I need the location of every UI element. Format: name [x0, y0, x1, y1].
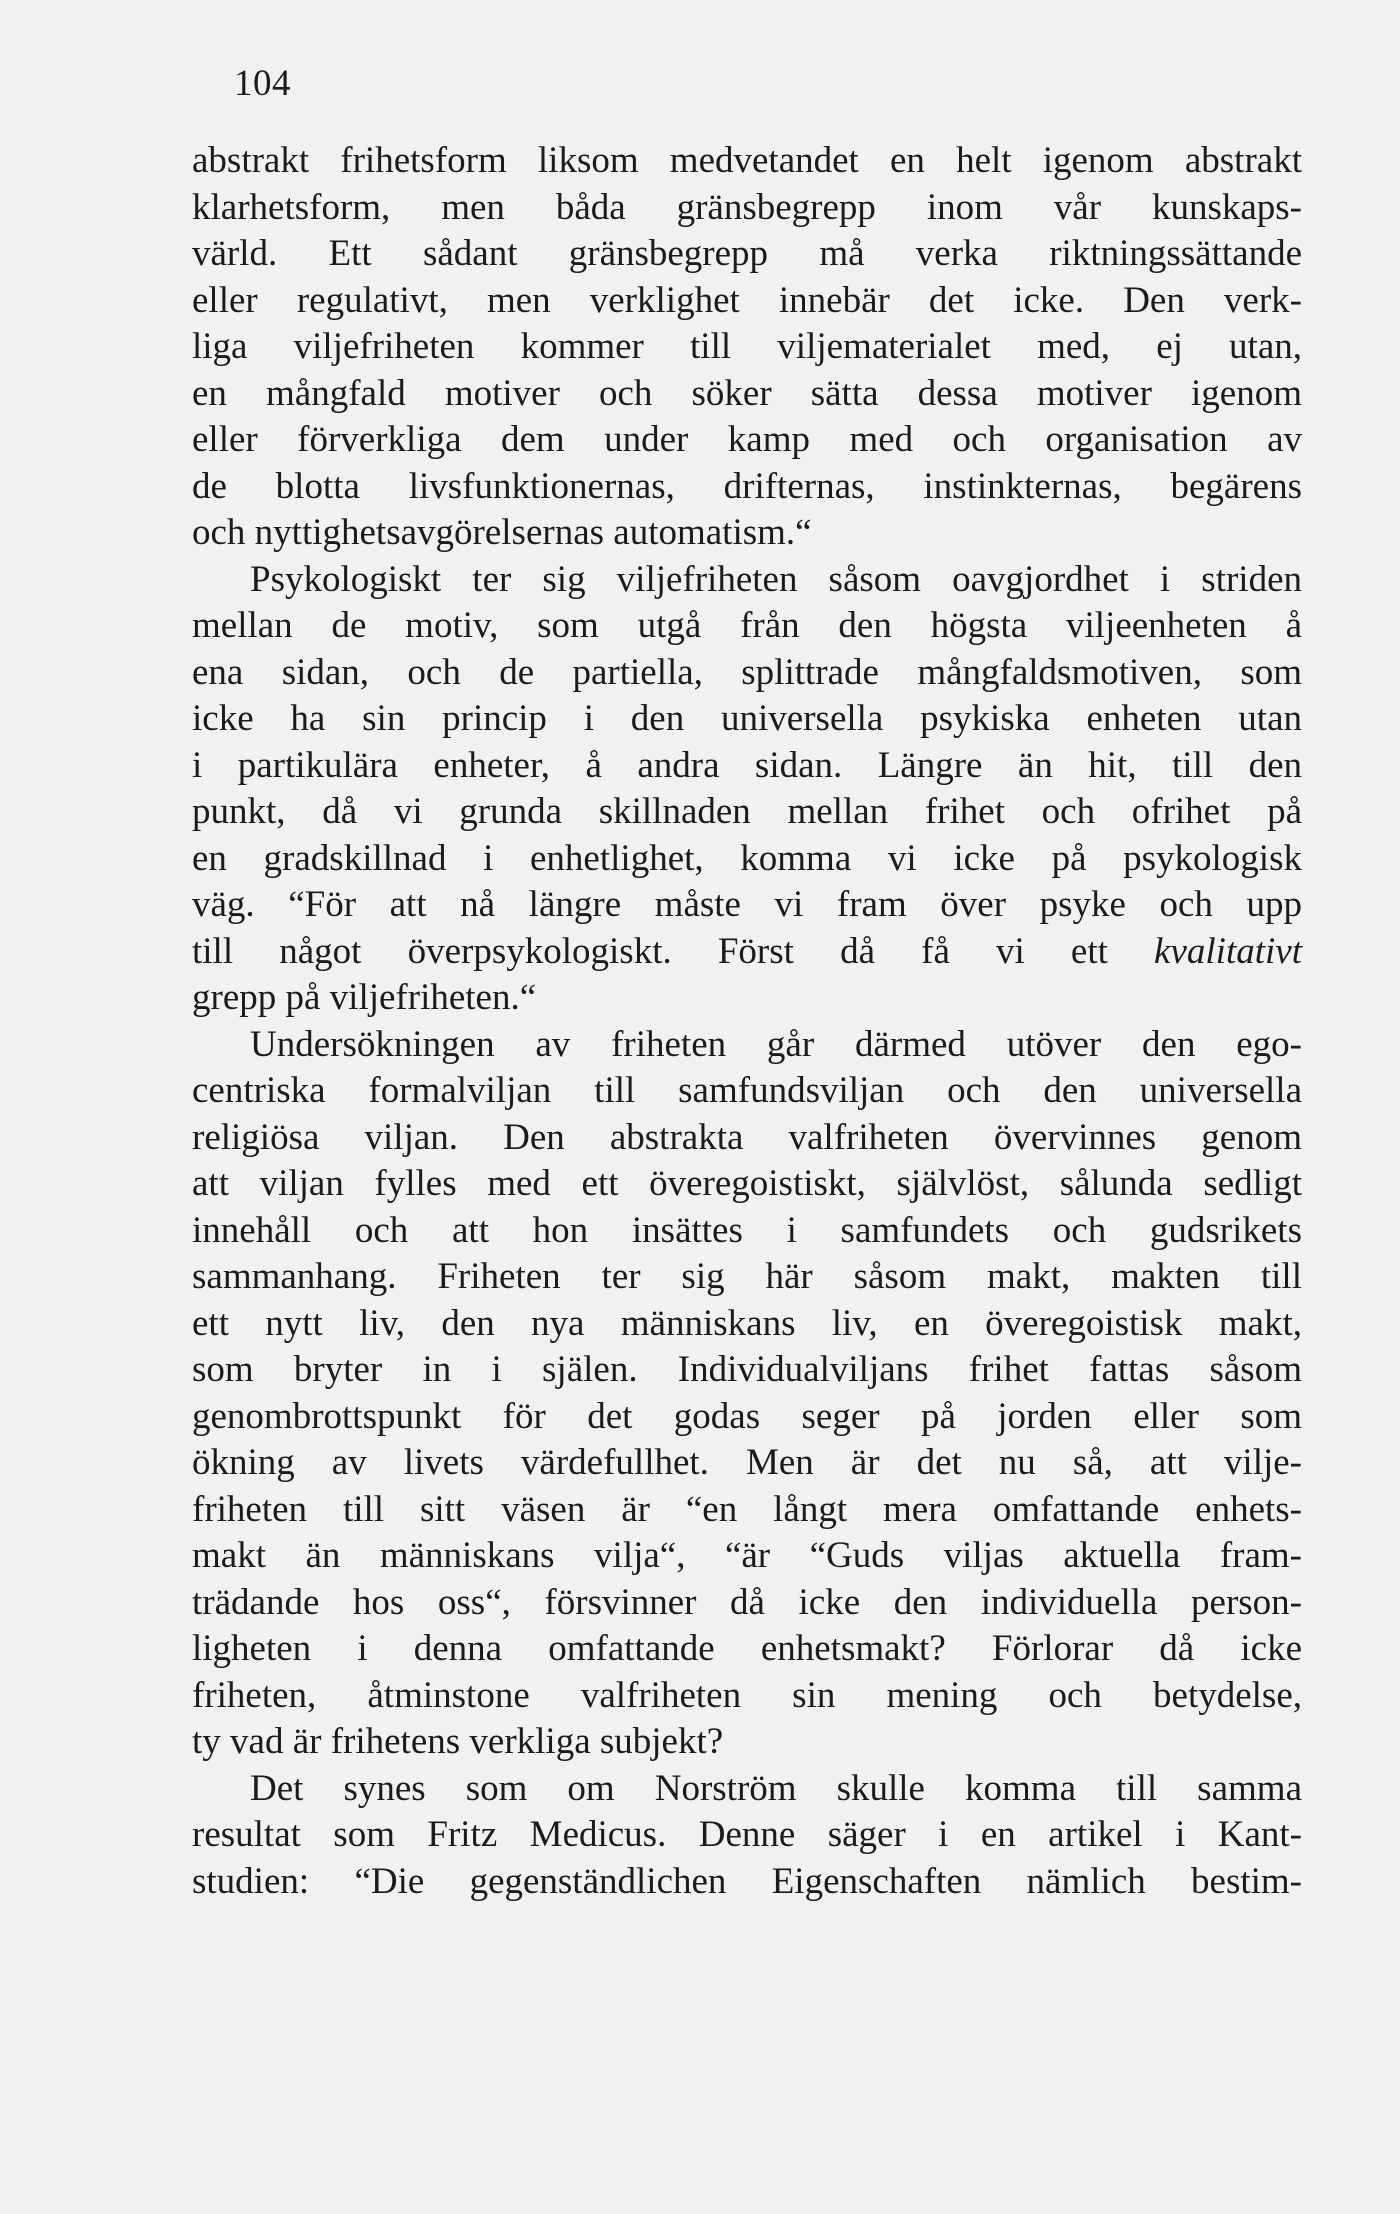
text-line-part: till något överpsykologiskt. Först då få vi ett: [192, 930, 1155, 972]
text-line: makt än människans vilja“, “är “Guds viljas aktuella fram-: [192, 1535, 1302, 1576]
text-line: eller regulativt, men verklighet innebär det icke. Den verk-: [192, 279, 1302, 321]
text-line: mellan de motiv, som utgå från den högsta viljeenheten å: [192, 605, 1302, 646]
text-line: liga viljefriheten kommer till viljematerialet med, ej utan,: [192, 326, 1302, 367]
text-line: centriska formalviljan till samfundsviljan och den universella: [192, 1070, 1302, 1111]
text-line: eller förverkliga dem under kamp med och organisation av: [192, 419, 1302, 460]
text-line: punkt, då vi grunda skillnaden mellan frihet och ofrihet på: [192, 791, 1302, 832]
text-line: studien: “Die gegenständlichen Eigenschaften nämlich bestim-: [192, 1860, 1302, 1902]
text-line: abstrakt frihetsform liksom medvetandet en helt igenom abstrakt: [192, 140, 1302, 181]
paragraph-start-line: Undersökningen av friheten går därmed utöver den ego-: [250, 1023, 1302, 1065]
paragraph-start-line: Psykologiskt ter sig viljefriheten såsom oavgjordhet i striden: [250, 558, 1302, 600]
text-line: ökning av livets värdefullhet. Men är det nu så, att vilje-: [192, 1442, 1302, 1483]
text-line: en gradskillnad i enhetlighet, komma vi icke på psykologisk: [192, 837, 1302, 879]
paragraph-start-line: Det synes som om Norström skulle komma till samma: [250, 1767, 1302, 1809]
text-line: friheten till sitt väsen är “en långt mera omfattande enhets-: [192, 1488, 1302, 1530]
text-line: och nyttighetsavgörelsernas automatism.“: [192, 512, 812, 553]
text-line: icke ha sin princip i den universella psykiska enheten utan: [192, 698, 1302, 739]
text-line: en mångfald motiver och söker sätta dessa motiver igenom: [192, 372, 1302, 414]
text-line: resultat som Fritz Medicus. Denne säger i en artikel i Kant-: [192, 1814, 1302, 1855]
page-number: 104: [234, 63, 291, 104]
text-line: friheten, åtminstone valfriheten sin mening och betydelse,: [192, 1674, 1302, 1716]
text-line: religiösa viljan. Den abstrakta valfriheten övervinnes genom: [192, 1116, 1302, 1158]
text-line: genombrottspunkt för det godas seger på jorden eller som: [192, 1395, 1302, 1437]
text-line: väg. “För att nå längre måste vi fram över psyke och upp: [192, 884, 1302, 925]
text-line: ett nytt liv, den nya människans liv, en överegoistisk makt,: [192, 1302, 1302, 1344]
text-line: grepp på viljefriheten.“: [192, 977, 537, 1018]
text-line: värld. Ett sådant gränsbegrepp må verka riktningssättande: [192, 233, 1302, 274]
text-line: ena sidan, och de partiella, splittrade mångfaldsmotiven, som: [192, 651, 1302, 693]
text-line: ligheten i denna omfattande enhetsmakt? Förlorar då icke: [192, 1628, 1302, 1669]
text-line: som bryter in i själen. Individualviljans frihet fattas såsom: [192, 1349, 1302, 1390]
text-line: i partikulära enheter, å andra sidan. Längre än hit, till den: [192, 744, 1302, 786]
text-line: innehåll och att hon insättes i samfundets och gudsrikets: [192, 1209, 1302, 1251]
text-line: de blotta livsfunktionernas, drifternas, instinkternas, begärens: [192, 465, 1302, 507]
text-line: att viljan fylles med ett överegoistiskt, självlöst, sålunda sedligt: [192, 1163, 1302, 1204]
text-line: sammanhang. Friheten ter sig här såsom makt, makten till: [192, 1256, 1302, 1297]
text-line-with-italic: [192, 929, 1302, 976]
italic-word: kvalitativt: [1154, 930, 1302, 972]
body-text: [192, 138, 1302, 1905]
text-line: ty vad är frihetens verkliga subjekt?: [192, 1721, 724, 1762]
text-line: trädande hos oss“, försvinner då icke den individuella person-: [192, 1581, 1302, 1623]
text-line: klarhetsform, men båda gränsbegrepp inom vår kunskaps-: [192, 186, 1302, 228]
